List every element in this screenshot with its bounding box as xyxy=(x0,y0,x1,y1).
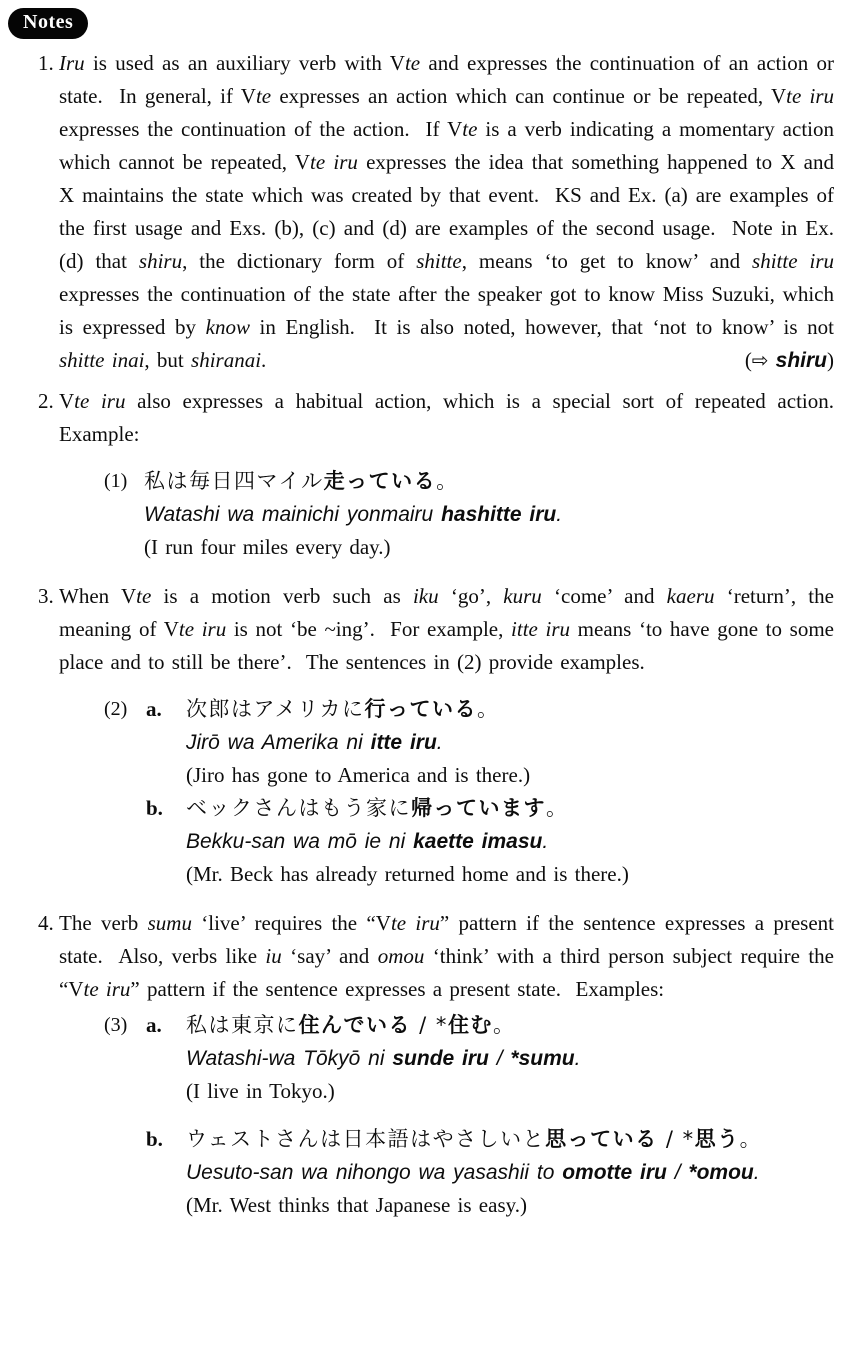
example-item-3a xyxy=(146,1009,834,1108)
example-lines-1 xyxy=(144,465,834,564)
example-number-3: (3) xyxy=(104,1014,128,1036)
example-number-2: (2) xyxy=(104,698,128,720)
english-gloss: (I run four miles every day.) xyxy=(144,535,391,559)
example-lines-3b xyxy=(186,1123,834,1222)
example-lines-2b xyxy=(186,792,834,891)
notes-badge xyxy=(8,8,88,39)
example-group-3 xyxy=(59,1009,834,1222)
note-number-1: 1. xyxy=(38,51,54,75)
note-item-3 xyxy=(38,580,842,899)
notes-badge-label: Notes xyxy=(23,11,74,33)
example-items-3 xyxy=(146,1009,834,1222)
note-item-1 xyxy=(38,47,842,377)
japanese-sentence: ベックさんはもう家に帰っています。 xyxy=(186,796,569,820)
note-paragraph-3: When Vte is a motion verb such as iku ‘go’, kuru ‘come’ and kaeru ‘return’, the meaning of Vte iru is not ‘be ~ing’. For example, itte iru means ‘to have gone to some place and to still be there’. The sentences in (2) provide examples. xyxy=(59,584,842,674)
example-item-2b xyxy=(146,792,834,891)
example-number-1: (1) xyxy=(104,470,128,492)
note-item-2 xyxy=(38,385,849,572)
example-letter-b: b. xyxy=(146,796,163,820)
japanese-sentence: 私は東京に住んでいる / *住む。 xyxy=(186,1013,516,1037)
paragraph-wrap-1 xyxy=(59,47,842,377)
example-lines-2a xyxy=(186,693,834,792)
ref-open-paren: ( xyxy=(744,348,752,372)
ref-entry-word: shiru xyxy=(775,349,827,372)
english-gloss: (Jiro has gone to America and is there.) xyxy=(186,763,531,787)
english-gloss: (Mr. Beck has already returned home and is there.) xyxy=(186,862,629,886)
note-paragraph-1: Iru is used as an auxiliary verb with Vte and expresses the continuation of an action or state. In general, if Vte expresses an action which can continue or be repeated, Vte iru expresses the continuation of the action. If Vte is a verb indicating a momentary action which cannot be repeated, Vte iru expresses the idea that something happened to X and X maintains the state which was created by that event. KS and Ex. (a) are examples of the first usage and Exs. (b), (c) and (d) are examples of the second usage. Note in Ex. (d) that shiru, the dictionary form of shitte, means ‘to get to know’ and shitte iru expresses the continuation of the state after the speaker got to know Miss Suzuki, which is expressed by know in English. It is also noted, however, that ‘not to know’ is not shitte inai, but shiranai. xyxy=(59,51,842,372)
note-number-4: 4. xyxy=(38,911,54,935)
cross-reference xyxy=(745,344,834,377)
romaji-sentence: Uesuto-san wa nihongo wa yasashii to omotte iru / *omou. xyxy=(186,1161,760,1184)
example-letter-a: a. xyxy=(146,697,162,721)
example-lines-3a xyxy=(186,1009,834,1108)
english-gloss: (I live in Tokyo.) xyxy=(186,1079,335,1103)
japanese-sentence: ウェストさんは日本語はやさしいと思っている / *思う。 xyxy=(186,1127,763,1151)
example-item-1 xyxy=(144,465,834,564)
romaji-sentence: Jirō wa Amerika ni itte iru. xyxy=(186,731,443,754)
english-gloss: (Mr. West thinks that Japanese is easy.) xyxy=(186,1193,527,1217)
example-letter-b: b. xyxy=(146,1127,163,1151)
example-letter-a: a. xyxy=(146,1013,162,1037)
note-body-3 xyxy=(59,580,842,899)
japanese-sentence: 私は毎日四マイル走っている。 xyxy=(144,469,459,493)
romaji-sentence: Bekku-san wa mō ie ni kaette imasu. xyxy=(186,830,549,853)
rightwards-arrow-icon: ⇨ xyxy=(751,348,769,372)
example-group-1 xyxy=(59,465,834,564)
japanese-sentence: 次郎はアメリカに行っている。 xyxy=(186,697,500,721)
note-number-3: 3. xyxy=(38,584,54,608)
example-item-3b xyxy=(146,1123,834,1222)
note-paragraph-4: The verb sumu ‘live’ requires the “Vte iru” pattern if the sentence expresses a present state. Also, verbs like iu ‘say’ and omou ‘think’ with a third person subject require the “Vte iru” pattern if the sentence expresses a present state. Examples: xyxy=(59,911,842,1001)
ref-close-paren: ) xyxy=(827,348,834,372)
example-items-2 xyxy=(146,693,834,891)
example-item-2a xyxy=(146,693,834,792)
note-paragraph-2: Vte iru also expresses a habitual action, which is a special sort of repeated action. Example: xyxy=(59,389,849,446)
note-body-1 xyxy=(59,47,842,377)
note-body-2 xyxy=(59,385,849,572)
note-body-4 xyxy=(59,907,842,1230)
example-items-1 xyxy=(144,465,834,564)
note-item-4 xyxy=(38,907,842,1230)
romaji-sentence: Watashi wa mainichi yonmairu hashitte iru. xyxy=(144,503,563,526)
note-number-2: 2. xyxy=(38,389,54,413)
romaji-sentence: Watashi-wa Tōkyō ni sunde iru / *sumu. xyxy=(186,1047,581,1070)
example-group-2 xyxy=(59,693,834,891)
